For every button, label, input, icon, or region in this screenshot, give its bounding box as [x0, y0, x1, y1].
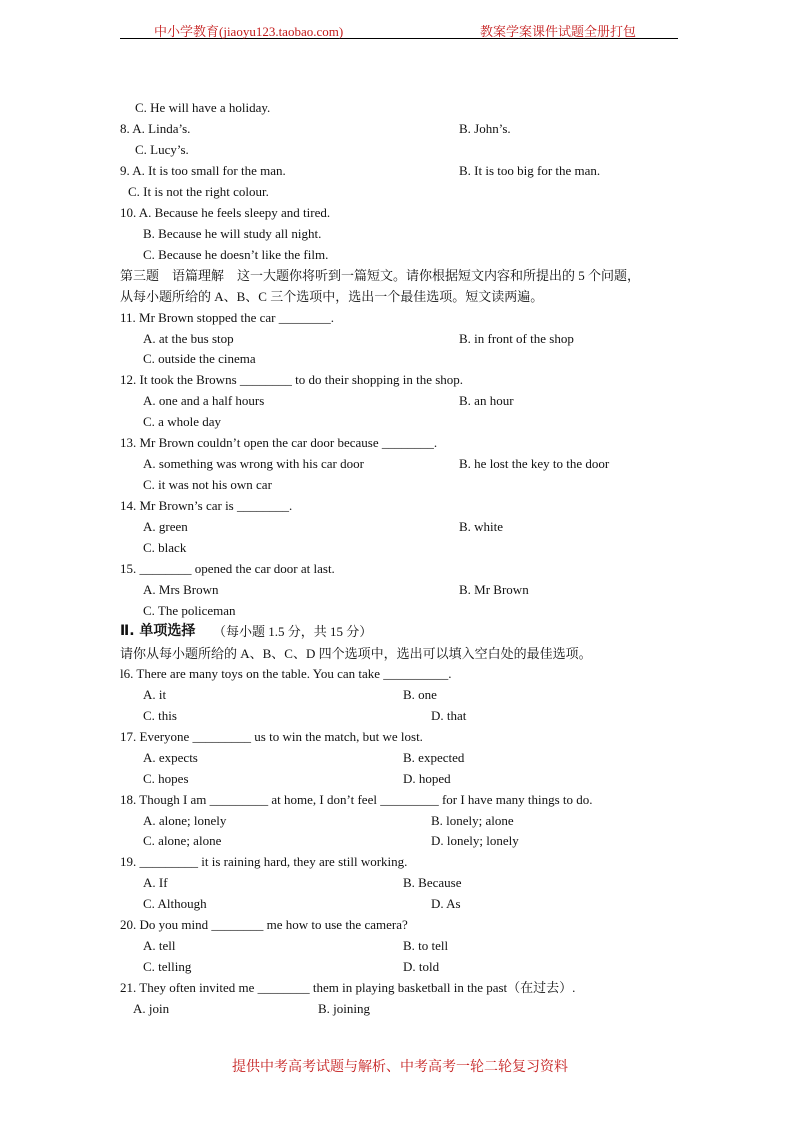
option: C. Although: [143, 896, 207, 911]
option: C. telling: [143, 959, 192, 974]
page-footer: 提供中考高考试题与解析、中考高考一轮二轮复习资料: [232, 1060, 568, 1075]
option: B. Mr Brown: [459, 582, 529, 597]
option: B. lonely; alone: [431, 813, 514, 828]
question: 20. Do you mind ________ me how to use the camera?: [120, 917, 408, 932]
option: A. expects: [143, 750, 198, 765]
option: C. The policeman: [143, 603, 236, 618]
question: 11. Mr Brown stopped the car ________.: [120, 310, 334, 325]
text-line: C. He will have a holiday.: [135, 100, 271, 115]
question: 13. Mr Brown couldn’t open the car door because ________.: [120, 435, 438, 450]
option: B. he lost the key to the door: [459, 456, 610, 471]
question: 12. It took the Browns ________ to do their shopping in the shop.: [120, 372, 464, 387]
question: 17. Everyone _________ us to win the match, but we lost.: [120, 729, 423, 744]
option: B. Because: [403, 875, 462, 890]
option: C. it was not his own car: [143, 477, 272, 492]
option: D. As: [431, 896, 461, 911]
option: C. outside the cinema: [143, 351, 256, 366]
text-line: 8. A. Linda’s.: [120, 121, 191, 136]
text-line: C. It is not the right colour.: [128, 184, 269, 199]
option: A. green: [143, 519, 188, 534]
question: 18. Though I am _________ at home, I don’t feel _________ for I have many things to do.: [120, 792, 593, 807]
question: 15. ________ opened the car door at last.: [120, 561, 335, 576]
option: B. white: [459, 519, 504, 534]
header-tagline: 教案学案课件试题全册打包: [480, 24, 637, 39]
option: D. lonely; lonely: [431, 833, 519, 848]
text-line: C. Lucy’s.: [135, 142, 189, 157]
text-line: B. John’s.: [459, 121, 511, 136]
option: B. to tell: [403, 938, 449, 953]
question: l6. There are many toys on the table. You can take __________.: [120, 666, 452, 681]
option: D. told: [403, 959, 440, 974]
option: A. If: [143, 875, 168, 890]
question: 21. They often invited me ________ them in playing basketball in the past（在过去）.: [120, 980, 576, 995]
option: C. hopes: [143, 771, 189, 786]
section-scoring: （每小题 1.5 分，共 15 分）: [213, 624, 373, 639]
option: A. something was wrong with his car door: [143, 456, 364, 471]
option: A. one and a half hours: [143, 393, 265, 408]
text-line: B. Because he will study all night.: [143, 226, 322, 241]
option: D. that: [431, 708, 467, 723]
option: D. hoped: [403, 771, 451, 786]
option: C. alone; alone: [143, 833, 222, 848]
section-instruction: 第三题 语篇理解 这一大题你将听到一篇短文。请你根据短文内容和所提出的 5 个问题，: [120, 268, 641, 283]
text-line: 9. A. It is too small for the man.: [120, 163, 286, 178]
option: B. in front of the shop: [459, 331, 574, 346]
option: A. it: [143, 687, 167, 702]
option: A. Mrs Brown: [143, 582, 219, 597]
option: C. this: [143, 708, 177, 723]
option: A. at the bus stop: [143, 331, 234, 346]
option: A. join: [133, 1001, 170, 1016]
question: 14. Mr Brown’s car is ________.: [120, 498, 293, 513]
section-instruction: 从每小题所给的 A、B、C 三个选项中，选出一个最佳选项。短文读两遍。: [120, 289, 544, 304]
text-line: C. Because he doesn’t like the film.: [143, 247, 329, 262]
option: A. tell: [143, 938, 176, 953]
option: B. expected: [403, 750, 465, 765]
text-line: B. It is too big for the man.: [459, 163, 601, 178]
option: A. alone; lonely: [143, 813, 227, 828]
option: C. a whole day: [143, 414, 221, 429]
option: C. black: [143, 540, 187, 555]
question: 19. _________ it is raining hard, they are still working.: [120, 854, 408, 869]
header-source: 中小学教育(jiaoyu123.taobao.com): [154, 24, 344, 39]
text-line: 10. A. Because he feels sleepy and tired.: [120, 205, 331, 220]
section-instruction: 请你从每小题所给的 A、B、C、D 四个选项中，选出可以填入空白处的最佳选项。: [120, 646, 592, 661]
page-header: [120, 20, 678, 39]
option: B. one: [403, 687, 437, 702]
option: B. joining: [318, 1001, 371, 1016]
option: B. an hour: [459, 393, 514, 408]
section-title: Ⅱ. 单项选择: [120, 623, 196, 639]
